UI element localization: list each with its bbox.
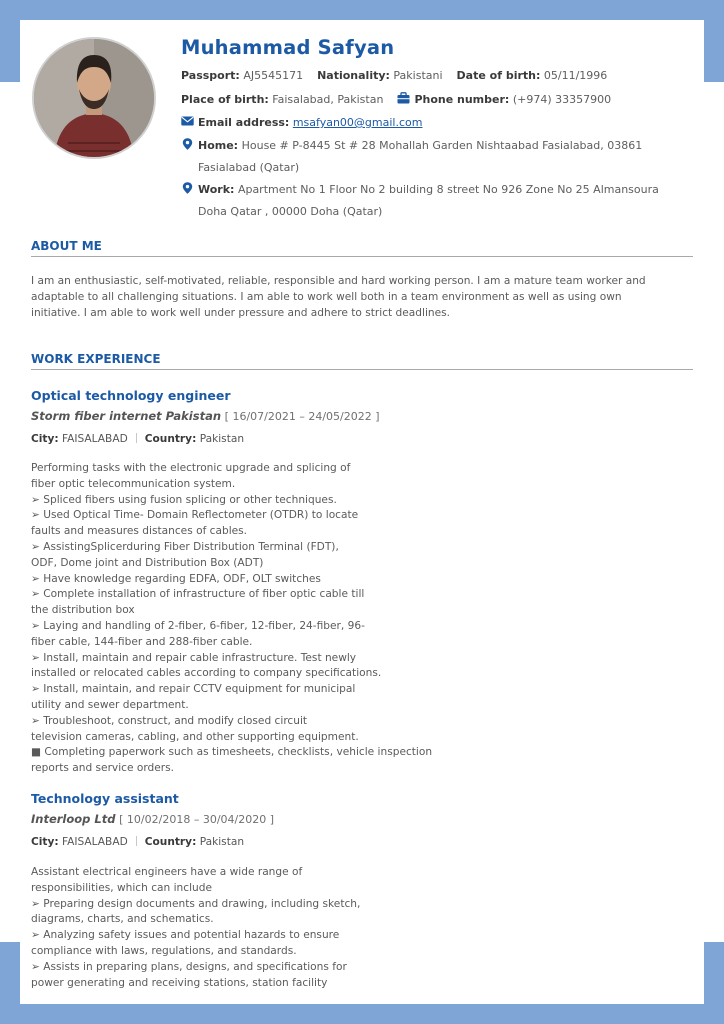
- work-section-title: WORK EXPERIENCE: [31, 352, 693, 370]
- description-line: installed or relocated cables according to company specifications.: [31, 667, 382, 680]
- country-label: Country:: [144, 433, 197, 445]
- job-dates: [ 10/02/2018 – 30/04/2020 ]: [119, 813, 275, 826]
- description-line: utility and sewer department.: [31, 698, 189, 711]
- description-line: fiber cable, 144-fiber and 288-fiber cable.: [31, 635, 253, 648]
- employer-row: [31, 409, 380, 423]
- about-line: I am an enthusiastic, self-motivated, reliable, responsible and hard working person. I am a mature team worker and: [31, 275, 646, 287]
- location-pin-icon: [181, 182, 194, 194]
- phone-label: Phone number:: [414, 93, 510, 106]
- birthplace-phone-row: [181, 89, 611, 111]
- separator: [136, 836, 137, 846]
- country-value: Pakistan: [199, 433, 245, 445]
- identity-row: [181, 65, 607, 87]
- city-label: City:: [31, 836, 59, 848]
- job-title: Technology assistant: [31, 791, 179, 806]
- home-address-row: [181, 135, 642, 157]
- description-line: television cameras, cabling, and other supporting equipment.: [31, 730, 359, 743]
- country-label: Country:: [144, 836, 197, 848]
- description-line: ODF, Dome joint and Distribution Box (ADT): [31, 556, 264, 569]
- email-label: Email address:: [198, 116, 290, 129]
- description-line: power generating and receiving stations, station facility: [31, 976, 328, 989]
- description-line: reports and service orders.: [31, 762, 174, 775]
- pob-value: Faisalabad, Pakistan: [272, 93, 384, 106]
- home-address-line2-row: [198, 157, 299, 179]
- employer-name: Interloop Ltd: [31, 812, 116, 826]
- dob-label: Date of birth:: [456, 69, 541, 82]
- work-label: Work:: [198, 183, 235, 196]
- cv-page: [20, 20, 704, 1004]
- job-location-row: [31, 433, 244, 445]
- description-line: ➢ AssistingSplicerduring Fiber Distribution Terminal (FDT),: [31, 540, 339, 553]
- job-description: [31, 865, 360, 991]
- work-address-line2: Doha Qatar , 00000 Doha (Qatar): [198, 205, 383, 218]
- passport-label: Passport:: [181, 69, 240, 82]
- email-row: [181, 112, 422, 134]
- about-line: initiative. I am able to work well under pressure and adhere to strict deadlines.: [31, 306, 451, 319]
- work-address-row: [181, 179, 659, 201]
- bottom-band: [0, 1004, 724, 1024]
- nationality-label: Nationality:: [317, 69, 390, 82]
- description-line: ➢ Troubleshoot, construct, and modify closed circuit: [31, 714, 308, 727]
- profile-photo: [34, 39, 154, 157]
- country-value: Pakistan: [199, 836, 245, 848]
- briefcase-icon: [397, 92, 410, 104]
- description-line: ➢ Complete installation of infrastructure of fiber optic cable till: [31, 588, 365, 601]
- city-value: FAISALABAD: [62, 836, 128, 848]
- description-line: compliance with laws, regulations, and standards.: [31, 944, 297, 957]
- description-line: ➢ Assists in preparing plans, designs, and specifications for: [31, 960, 347, 973]
- description-line: diagrams, charts, and schematics.: [31, 913, 214, 926]
- description-line: ➢ Laying and handling of 2-fiber, 6-fiber, 12-fiber, 24-fiber, 96-: [31, 619, 365, 632]
- description-line: fiber optic telecommunication system.: [31, 477, 236, 490]
- about-line: adaptable to all challenging situations. I am able to work well both in a team environment as well as using own: [31, 290, 622, 303]
- pob-label: Place of birth:: [181, 93, 269, 106]
- job-location-row: [31, 836, 244, 848]
- description-line: Assistant electrical engineers have a wide range of: [31, 866, 303, 878]
- employer-name: Storm fiber internet Pakistan: [31, 409, 222, 423]
- avatar: [32, 37, 156, 159]
- description-line: faults and measures distances of cables.: [31, 525, 248, 538]
- envelope-icon: [181, 115, 194, 127]
- city-value: FAISALABAD: [62, 433, 128, 445]
- phone-value: (+974) 33357900: [512, 93, 612, 106]
- description-line: ➢ Have knowledge regarding EDFA, ODF, OLT switches: [31, 572, 321, 585]
- description-line: ➢ Install, maintain and repair cable infrastructure. Test newly: [31, 651, 357, 664]
- city-label: City:: [31, 433, 59, 445]
- employer-row: [31, 812, 274, 826]
- top-band: [0, 0, 724, 20]
- email-link[interactable]: msafyan00@gmail.com: [292, 116, 423, 129]
- job-title: Optical technology engineer: [31, 388, 231, 403]
- description-line: ■ Completing paperwork such as timesheets, checklists, vehicle inspection: [31, 746, 433, 759]
- description-line: Performing tasks with the electronic upgrade and splicing of: [31, 462, 351, 474]
- work-address-line1: Apartment No 1 Floor No 2 building 8 street No 926 Zone No 25 Almansoura: [237, 183, 659, 196]
- description-line: ➢ Install, maintain, and repair CCTV equipment for municipal: [31, 683, 356, 696]
- about-section-title: ABOUT ME: [31, 239, 693, 257]
- description-line: ➢ Analyzing safety issues and potential hazards to ensure: [31, 929, 340, 942]
- home-address-line2: Fasialabad (Qatar): [198, 161, 300, 174]
- description-line: responsibilities, which can include: [31, 881, 212, 894]
- home-address-line1: House # P-8445 St # 28 Mohallah Garden Nishtaabad Fasialabad, 03861: [241, 139, 643, 152]
- nationality-value: Pakistani: [393, 69, 443, 82]
- job-description: [31, 461, 432, 777]
- dob-value: 05/11/1996: [543, 69, 608, 82]
- passport-value: AJ5545171: [243, 69, 304, 82]
- description-line: the distribution box: [31, 604, 135, 617]
- candidate-name: Muhammad Safyan: [181, 36, 395, 59]
- description-line: ➢ Spliced fibers using fusion splicing or other techniques.: [31, 493, 337, 506]
- work-address-line2-row: [198, 201, 382, 223]
- about-text: [31, 274, 646, 321]
- cv-header: [20, 20, 704, 240]
- description-line: ➢ Preparing design documents and drawing, including sketch,: [31, 897, 361, 910]
- description-line: ➢ Used Optical Time- Domain Reflectometer (OTDR) to locate: [31, 509, 359, 522]
- location-pin-icon: [181, 138, 194, 150]
- home-label: Home:: [198, 139, 239, 152]
- separator: [136, 433, 137, 443]
- job-dates: [ 16/07/2021 – 24/05/2022 ]: [224, 410, 380, 423]
